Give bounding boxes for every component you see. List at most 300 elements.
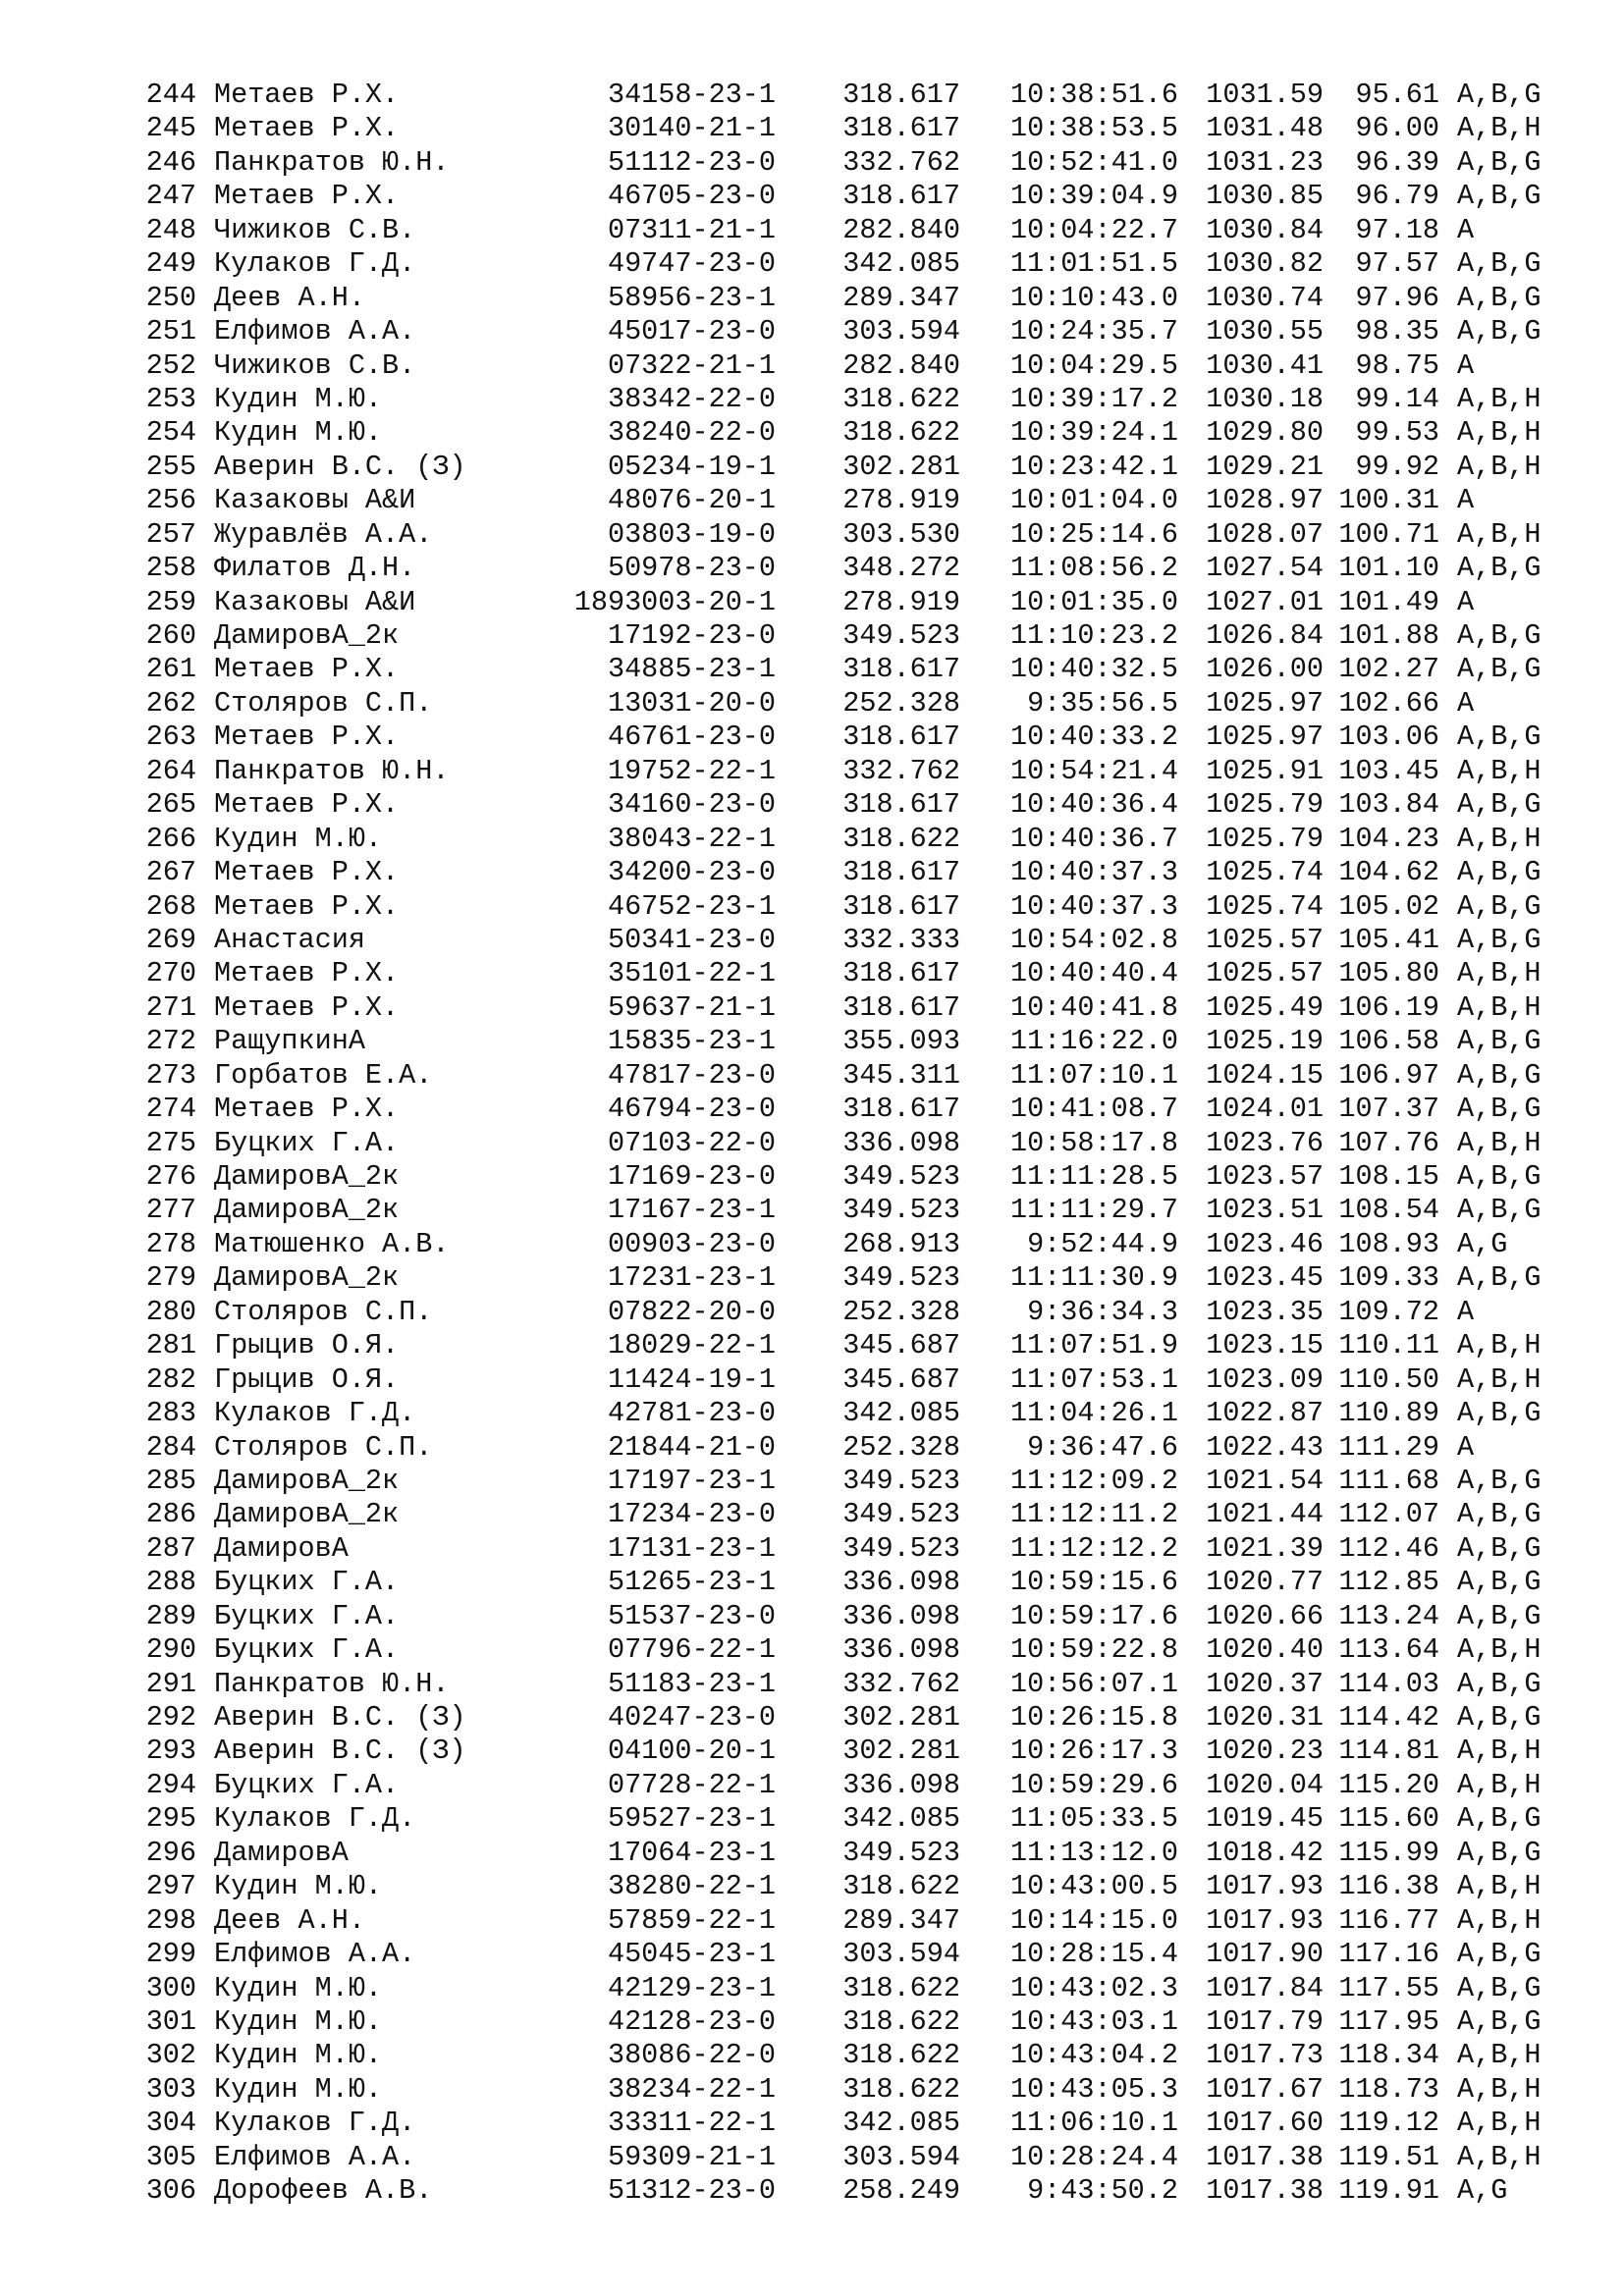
arrival-time: 11:13:12.0: [1009, 1836, 1178, 1869]
ring-number: 46794-23-0: [607, 1093, 776, 1126]
distance: 345.687: [842, 1362, 960, 1396]
categories: A,B,H: [1457, 2107, 1542, 2140]
distance: 349.523: [842, 1531, 960, 1565]
categories: A,B,H: [1457, 382, 1542, 415]
categories: A,B,H: [1457, 1735, 1542, 1768]
arrival-time: 10:40:32.5: [1009, 653, 1178, 686]
categories: A,B,G: [1457, 1701, 1542, 1734]
distance: 349.523: [842, 619, 960, 652]
arrival-time: 11:12:11.2: [1009, 1498, 1178, 1531]
coefficient: 118.73: [1338, 2072, 1439, 2106]
distance: 342.085: [842, 1397, 960, 1430]
categories: A,B,G: [1457, 619, 1542, 652]
speed: 1030.74: [1206, 281, 1324, 314]
ring-number: 46705-23-0: [607, 180, 776, 213]
fancier-name: Казаковы А&И: [214, 585, 416, 618]
arrival-time: 10:28:15.4: [1009, 1938, 1178, 1971]
speed: 1030.84: [1206, 213, 1324, 246]
ring-number: 42129-23-1: [607, 1971, 776, 2004]
categories: A,B,H: [1457, 1126, 1542, 1159]
fancier-name: Буцких Г.А.: [214, 1599, 400, 1632]
speed: 1025.97: [1206, 686, 1324, 720]
fancier-name: Кулаков Г.Д.: [214, 1802, 416, 1836]
arrival-time: 9:35:56.5: [1027, 686, 1178, 720]
speed: 1022.87: [1206, 1397, 1324, 1430]
categories: A,B,H: [1457, 1870, 1542, 1903]
ring-number: 07822-20-0: [607, 1295, 776, 1328]
coefficient: 105.02: [1338, 889, 1439, 923]
distance: 336.098: [842, 1633, 960, 1667]
fancier-name: Чижиков С.В.: [214, 348, 416, 382]
arrival-time: 10:59:15.6: [1009, 1566, 1178, 1599]
place-number: 296: [145, 1836, 196, 1869]
distance: 302.281: [842, 1701, 960, 1734]
place-number: 304: [145, 2107, 196, 2140]
coefficient: 102.27: [1338, 653, 1439, 686]
coefficient: 117.16: [1338, 1938, 1439, 1971]
ring-number: 48076-20-1: [607, 484, 776, 517]
place-number: 263: [145, 721, 196, 754]
coefficient: 99.53: [1355, 416, 1439, 450]
speed: 1017.93: [1206, 1903, 1324, 1937]
categories: A,G: [1457, 2174, 1508, 2208]
coefficient: 106.58: [1338, 1025, 1439, 1058]
fancier-name: Кудин М.Ю.: [214, 822, 383, 855]
ring-number: 46752-23-1: [607, 889, 776, 923]
ring-number: 51537-23-0: [607, 1599, 776, 1632]
ring-number: 18029-22-1: [607, 1329, 776, 1362]
coefficient: 107.37: [1338, 1093, 1439, 1126]
place-number: 306: [145, 2174, 196, 2208]
fancier-name: Буцких Г.А.: [214, 1126, 400, 1159]
speed: 1022.43: [1206, 1430, 1324, 1464]
arrival-time: 11:11:28.5: [1009, 1160, 1178, 1193]
place-number: 271: [145, 990, 196, 1024]
place-number: 284: [145, 1430, 196, 1464]
place-number: 293: [145, 1735, 196, 1768]
categories: A,B,H: [1457, 2039, 1542, 2072]
ring-number: 30140-21-1: [607, 112, 776, 145]
arrival-time: 11:07:10.1: [1009, 1058, 1178, 1092]
distance: 318.617: [842, 889, 960, 923]
fancier-name: Кудин М.Ю.: [214, 1870, 383, 1903]
speed: 1030.41: [1206, 348, 1324, 382]
arrival-time: 10:24:35.7: [1009, 315, 1178, 348]
ring-number: 07311-21-1: [607, 213, 776, 246]
arrival-time: 11:04:26.1: [1009, 1397, 1178, 1430]
distance: 252.328: [842, 1430, 960, 1464]
categories: A,B,G: [1457, 889, 1542, 923]
ring-number: 34885-23-1: [607, 653, 776, 686]
categories: A,B,H: [1457, 1362, 1542, 1396]
ring-number: 19752-22-1: [607, 754, 776, 787]
speed: 1018.42: [1206, 1836, 1324, 1869]
coefficient: 109.72: [1338, 1295, 1439, 1328]
place-number: 251: [145, 315, 196, 348]
place-number: 259: [145, 585, 196, 618]
fancier-name: Метаев Р.Х.: [214, 721, 400, 754]
place-number: 279: [145, 1261, 196, 1295]
arrival-time: 10:56:07.1: [1009, 1667, 1178, 1700]
categories: A,B,G: [1457, 1938, 1542, 1971]
categories: A,B,G: [1457, 145, 1542, 179]
coefficient: 105.80: [1338, 957, 1439, 990]
categories: A: [1457, 484, 1475, 517]
categories: A,B,H: [1457, 1633, 1542, 1667]
speed: 1029.80: [1206, 416, 1324, 450]
categories: A,B,H: [1457, 957, 1542, 990]
fancier-name: Столяров С.П.: [214, 1295, 433, 1328]
categories: A,B,G: [1457, 1531, 1542, 1565]
coefficient: 111.29: [1338, 1430, 1439, 1464]
arrival-time: 10:41:08.7: [1009, 1093, 1178, 1126]
coefficient: 107.76: [1338, 1126, 1439, 1159]
categories: A,B,G: [1457, 552, 1542, 585]
coefficient: 112.46: [1338, 1531, 1439, 1565]
speed: 1020.31: [1206, 1701, 1324, 1734]
ring-number: 17231-23-1: [607, 1261, 776, 1295]
place-number: 245: [145, 112, 196, 145]
fancier-name: Столяров С.П.: [214, 1430, 433, 1464]
arrival-time: 11:12:09.2: [1009, 1464, 1178, 1497]
coefficient: 115.20: [1338, 1768, 1439, 1801]
coefficient: 101.88: [1338, 619, 1439, 652]
arrival-time: 10:52:41.0: [1009, 145, 1178, 179]
arrival-time: 11:11:29.7: [1009, 1194, 1178, 1227]
fancier-name: Столяров С.П.: [214, 686, 433, 720]
fancier-name: Дорофеев А.В.: [214, 2174, 433, 2208]
ring-number: 33311-22-1: [607, 2107, 776, 2140]
speed: 1017.90: [1206, 1938, 1324, 1971]
ring-number: 38086-22-0: [607, 2039, 776, 2072]
distance: 318.617: [842, 788, 960, 822]
coefficient: 110.50: [1338, 1362, 1439, 1396]
categories: A: [1457, 348, 1475, 382]
categories: A,B,G: [1457, 180, 1542, 213]
speed: 1023.45: [1206, 1261, 1324, 1295]
ring-number: 17197-23-1: [607, 1464, 776, 1497]
categories: A,B,H: [1457, 517, 1542, 551]
place-number: 272: [145, 1025, 196, 1058]
categories: A,B,G: [1457, 1566, 1542, 1599]
arrival-time: 11:07:53.1: [1009, 1362, 1178, 1396]
fancier-name: Грыцив О.Я.: [214, 1329, 400, 1362]
arrival-time: 11:01:51.5: [1009, 247, 1178, 281]
coefficient: 99.92: [1355, 450, 1439, 483]
categories: A,B,H: [1457, 112, 1542, 145]
place-number: 261: [145, 653, 196, 686]
arrival-time: 11:11:30.9: [1009, 1261, 1178, 1295]
categories: A,G: [1457, 1227, 1508, 1260]
ring-number: 07103-22-0: [607, 1126, 776, 1159]
ring-number: 59637-21-1: [607, 990, 776, 1024]
categories: A,B,H: [1457, 2140, 1542, 2173]
arrival-time: 10:59:29.6: [1009, 1768, 1178, 1801]
distance: 349.523: [842, 1160, 960, 1193]
place-number: 249: [145, 247, 196, 281]
fancier-name: ДамировА_2к: [214, 1464, 400, 1497]
ring-number: 11424-19-1: [607, 1362, 776, 1396]
categories: A,B,H: [1457, 2072, 1542, 2106]
ring-number: 34200-23-0: [607, 856, 776, 889]
arrival-time: 10:43:00.5: [1009, 1870, 1178, 1903]
fancier-name: Елфимов А.А.: [214, 1938, 416, 1971]
distance: 302.281: [842, 1735, 960, 1768]
distance: 318.617: [842, 1093, 960, 1126]
coefficient: 112.07: [1338, 1498, 1439, 1531]
place-number: 281: [145, 1329, 196, 1362]
categories: A,B,H: [1457, 1329, 1542, 1362]
distance: 332.762: [842, 145, 960, 179]
coefficient: 119.91: [1338, 2174, 1439, 2208]
arrival-time: 10:54:21.4: [1009, 754, 1178, 787]
coefficient: 95.61: [1355, 79, 1439, 111]
speed: 1017.67: [1206, 2072, 1324, 2106]
ring-number: 46761-23-0: [607, 721, 776, 754]
arrival-time: 10:39:04.9: [1009, 180, 1178, 213]
arrival-time: 10:40:33.2: [1009, 721, 1178, 754]
fancier-name: Кудин М.Ю.: [214, 416, 383, 450]
ring-number: 51312-23-0: [607, 2174, 776, 2208]
coefficient: 106.97: [1338, 1058, 1439, 1092]
speed: 1030.85: [1206, 180, 1324, 213]
coefficient: 103.84: [1338, 788, 1439, 822]
fancier-name: Метаев Р.Х.: [214, 889, 400, 923]
distance: 345.311: [842, 1058, 960, 1092]
categories: A,B,G: [1457, 653, 1542, 686]
ring-number: 07796-22-1: [607, 1633, 776, 1667]
coefficient: 99.14: [1355, 382, 1439, 415]
fancier-name: ДамировА: [214, 1836, 349, 1869]
arrival-time: 10:26:17.3: [1009, 1735, 1178, 1768]
ring-number: 17192-23-0: [607, 619, 776, 652]
categories: A,B,G: [1457, 1261, 1542, 1295]
categories: A,B,G: [1457, 923, 1542, 956]
categories: A,B,H: [1457, 1903, 1542, 1937]
distance: 303.594: [842, 2140, 960, 2173]
distance: 318.617: [842, 721, 960, 754]
distance: 278.919: [842, 484, 960, 517]
place-number: 247: [145, 180, 196, 213]
arrival-time: 10:38:53.5: [1009, 112, 1178, 145]
speed: 1023.09: [1206, 1362, 1324, 1396]
arrival-time: 9:36:47.6: [1027, 1430, 1178, 1464]
fancier-name: Казаковы А&И: [214, 484, 416, 517]
speed: 1025.74: [1206, 856, 1324, 889]
arrival-time: 10:40:40.4: [1009, 957, 1178, 990]
place-number: 252: [145, 348, 196, 382]
arrival-time: 11:10:23.2: [1009, 619, 1178, 652]
arrival-time: 10:14:15.0: [1009, 1903, 1178, 1937]
distance: 336.098: [842, 1768, 960, 1801]
categories: A,B,G: [1457, 788, 1542, 822]
coefficient: 101.10: [1338, 552, 1439, 585]
fancier-name: Аверин В.С. (З): [214, 1701, 466, 1734]
arrival-time: 9:36:34.3: [1027, 1295, 1178, 1328]
place-number: 278: [145, 1227, 196, 1260]
arrival-time: 10:54:02.8: [1009, 923, 1178, 956]
categories: A,B,G: [1457, 721, 1542, 754]
distance: 302.281: [842, 450, 960, 483]
speed: 1019.45: [1206, 1802, 1324, 1836]
place-number: 288: [145, 1566, 196, 1599]
categories: A,B,G: [1457, 1025, 1542, 1058]
place-number: 305: [145, 2140, 196, 2173]
arrival-time: 10:38:51.6: [1009, 79, 1178, 111]
categories: A,B,G: [1457, 1836, 1542, 1869]
distance: 318.617: [842, 957, 960, 990]
coefficient: 100.71: [1338, 517, 1439, 551]
speed: 1027.54: [1206, 552, 1324, 585]
place-number: 290: [145, 1633, 196, 1667]
fancier-name: Метаев Р.Х.: [214, 112, 400, 145]
fancier-name: Аверин В.С. (З): [214, 1735, 466, 1768]
fancier-name: Грыцив О.Я.: [214, 1362, 400, 1396]
speed: 1023.51: [1206, 1194, 1324, 1227]
distance: 318.617: [842, 180, 960, 213]
arrival-time: 10:59:22.8: [1009, 1633, 1178, 1667]
categories: A: [1457, 1295, 1475, 1328]
categories: A,B,G: [1457, 1160, 1542, 1193]
arrival-time: 10:23:42.1: [1009, 450, 1178, 483]
place-number: 302: [145, 2039, 196, 2072]
ring-number: 04100-20-1: [607, 1735, 776, 1768]
distance: 252.328: [842, 1295, 960, 1328]
fancier-name: Елфимов А.А.: [214, 2140, 416, 2173]
ring-number: 34160-23-0: [607, 788, 776, 822]
speed: 1030.55: [1206, 315, 1324, 348]
speed: 1028.07: [1206, 517, 1324, 551]
fancier-name: Метаев Р.Х.: [214, 856, 400, 889]
fancier-name: ДамировА: [214, 1531, 349, 1565]
categories: A: [1457, 213, 1475, 246]
place-number: 294: [145, 1768, 196, 1801]
arrival-time: 11:08:56.2: [1009, 552, 1178, 585]
distance: 349.523: [842, 1194, 960, 1227]
ring-number: 03803-19-0: [607, 517, 776, 551]
ring-number: 57859-22-1: [607, 1903, 776, 1937]
ring-number: 17064-23-1: [607, 1836, 776, 1869]
coefficient: 112.85: [1338, 1566, 1439, 1599]
distance: 332.333: [842, 923, 960, 956]
distance: 278.919: [842, 585, 960, 618]
coefficient: 101.49: [1338, 585, 1439, 618]
arrival-time: 10:04:29.5: [1009, 348, 1178, 382]
distance: 318.622: [842, 382, 960, 415]
coefficient: 110.89: [1338, 1397, 1439, 1430]
fancier-name: Метаев Р.Х.: [214, 990, 400, 1024]
place-number: 299: [145, 1938, 196, 1971]
ring-number: 35101-22-1: [607, 957, 776, 990]
categories: A,B,H: [1457, 416, 1542, 450]
fancier-name: Деев А.Н.: [214, 281, 365, 314]
distance: 282.840: [842, 213, 960, 246]
ring-number: 38043-22-1: [607, 822, 776, 855]
categories: A,B,H: [1457, 450, 1542, 483]
fancier-name: Анастасия: [214, 923, 365, 956]
arrival-time: 11:05:33.5: [1009, 1802, 1178, 1836]
place-number: 250: [145, 281, 196, 314]
fancier-name: РащупкинА: [214, 1025, 365, 1058]
distance: 289.347: [842, 281, 960, 314]
fancier-name: Буцких Г.А.: [214, 1633, 400, 1667]
speed: 1031.48: [1206, 112, 1324, 145]
categories: A,B,G: [1457, 1599, 1542, 1632]
speed: 1025.49: [1206, 990, 1324, 1024]
fancier-name: Панкратов Ю.Н.: [214, 754, 450, 787]
fancier-name: ДамировА_2к: [214, 619, 400, 652]
categories: A,B,H: [1457, 990, 1542, 1024]
place-number: 295: [145, 1802, 196, 1836]
coefficient: 111.68: [1338, 1464, 1439, 1497]
distance: 318.617: [842, 856, 960, 889]
fancier-name: Метаев Р.Х.: [214, 788, 400, 822]
distance: 332.762: [842, 754, 960, 787]
place-number: 244: [145, 79, 196, 111]
ring-number: 17167-23-1: [607, 1194, 776, 1227]
place-number: 255: [145, 450, 196, 483]
ring-number: 07728-22-1: [607, 1768, 776, 1801]
ring-number: 13031-20-0: [607, 686, 776, 720]
fancier-name: Кудин М.Ю.: [214, 2004, 383, 2038]
coefficient: 105.41: [1338, 923, 1439, 956]
distance: 258.249: [842, 2174, 960, 2208]
distance: 348.272: [842, 552, 960, 585]
coefficient: 97.18: [1355, 213, 1439, 246]
arrival-time: 10:01:04.0: [1009, 484, 1178, 517]
ring-number: 38234-22-1: [607, 2072, 776, 2106]
arrival-time: 10:43:04.2: [1009, 2039, 1178, 2072]
ring-number: 38240-22-0: [607, 416, 776, 450]
speed: 1026.84: [1206, 619, 1324, 652]
arrival-time: 10:39:24.1: [1009, 416, 1178, 450]
fancier-name: Метаев Р.Х.: [214, 79, 400, 111]
speed: 1017.60: [1206, 2107, 1324, 2140]
place-number: 303: [145, 2072, 196, 2106]
fancier-name: Филатов Д.Н.: [214, 552, 416, 585]
fancier-name: Аверин В.С. (З): [214, 450, 466, 483]
coefficient: 100.31: [1338, 484, 1439, 517]
place-number: 248: [145, 213, 196, 246]
coefficient: 108.54: [1338, 1194, 1439, 1227]
fancier-name: Чижиков С.В.: [214, 213, 416, 246]
place-number: 285: [145, 1464, 196, 1497]
distance: 336.098: [842, 1599, 960, 1632]
coefficient: 108.15: [1338, 1160, 1439, 1193]
categories: A,B,G: [1457, 1667, 1542, 1700]
place-number: 300: [145, 1971, 196, 2004]
categories: A,B,G: [1457, 281, 1542, 314]
arrival-time: 10:58:17.8: [1009, 1126, 1178, 1159]
coefficient: 114.42: [1338, 1701, 1439, 1734]
arrival-time: 11:07:51.9: [1009, 1329, 1178, 1362]
place-number: 273: [145, 1058, 196, 1092]
place-number: 264: [145, 754, 196, 787]
arrival-time: 10:43:03.1: [1009, 2004, 1178, 2038]
arrival-time: 10:04:22.7: [1009, 213, 1178, 246]
place-number: 266: [145, 822, 196, 855]
place-number: 283: [145, 1397, 196, 1430]
arrival-time: 9:43:50.2: [1027, 2174, 1178, 2208]
categories: A,B,G: [1457, 1498, 1542, 1531]
speed: 1024.01: [1206, 1093, 1324, 1126]
place-number: 256: [145, 484, 196, 517]
categories: A,B,G: [1457, 1397, 1542, 1430]
speed: 1029.21: [1206, 450, 1324, 483]
ring-number: 51183-23-1: [607, 1667, 776, 1700]
place-number: 254: [145, 416, 196, 450]
arrival-time: 10:59:17.6: [1009, 1599, 1178, 1632]
